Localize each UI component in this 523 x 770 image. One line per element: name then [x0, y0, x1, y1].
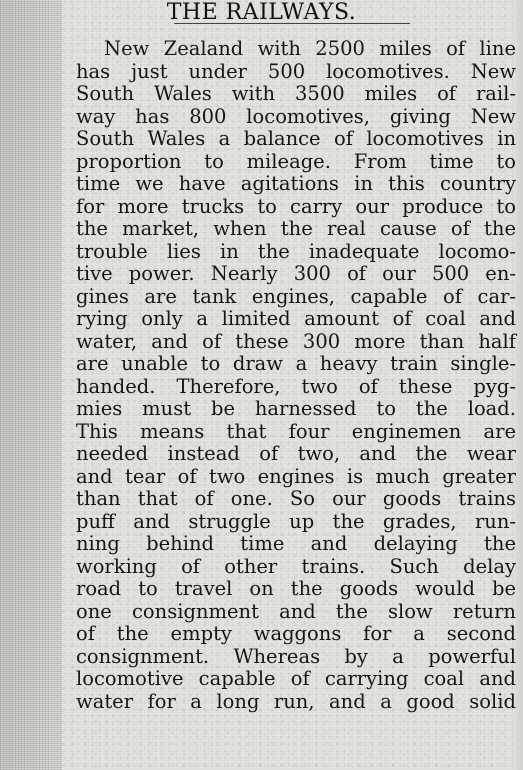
text-line: tive power. Nearly 300 of our 500 en- — [76, 262, 516, 285]
text-line: time we have agitations in this country — [76, 172, 516, 195]
text-line: working of other trains. Such delay — [76, 554, 516, 578]
text-line: than that of one. So our goods trains — [76, 487, 516, 510]
text-line: South Wales with 3500 miles of rail- — [76, 82, 516, 105]
text-line: trouble lies in the inadequate locomo- — [76, 239, 516, 263]
text-line: of the empty waggons for a second — [76, 622, 516, 645]
article-title: THE RAILWAYS. — [166, 0, 357, 25]
text-line: water, and of these 300 more than half — [76, 329, 516, 353]
text-line: consignment. Whereas by a powerful — [76, 644, 516, 668]
text-line: South Wales a balance of locomotives in — [76, 127, 516, 150]
text-line: road to travel on the goods would be — [76, 577, 516, 600]
text-line: one consignment and the slow return — [76, 599, 516, 623]
text-line: rying only a limited amount of coal and — [76, 307, 516, 330]
text-line: gines are tank engines, capable of car- — [76, 284, 516, 308]
text-line: handed. Therefore, two of these pyg- — [76, 374, 516, 398]
text-line: way has 800 locomotives, giving New — [76, 104, 516, 128]
text-line: water for a long run, and a good solid — [76, 689, 516, 713]
text-line: mies must be harnessed to the load. — [76, 397, 516, 420]
text-line: locomotive capable of carrying coal and — [76, 667, 516, 690]
text-line: This means that four enginemen are — [76, 419, 516, 443]
text-line: proportion to mileage. From time to — [76, 149, 516, 173]
text-line: puff and struggle up the grades, run- — [76, 509, 516, 533]
text-line: and tear of two engines is much greater — [76, 464, 516, 488]
title-underline — [174, 23, 410, 24]
text-line: has just under 500 locomotives. New — [76, 59, 516, 83]
text-line: the market, when the real cause of the — [76, 217, 516, 240]
text-line: for more trucks to carry our produce to — [76, 194, 516, 218]
text-line: ning behind time and delaying the — [76, 532, 516, 555]
torn-left-edge — [0, 0, 62, 770]
text-line: New Zealand with 2500 miles of line — [104, 37, 516, 60]
text-line: needed instead of two, and the wear — [76, 442, 516, 465]
text-line: are unable to draw a heavy train single- — [76, 352, 516, 375]
article-body — [76, 38, 516, 713]
